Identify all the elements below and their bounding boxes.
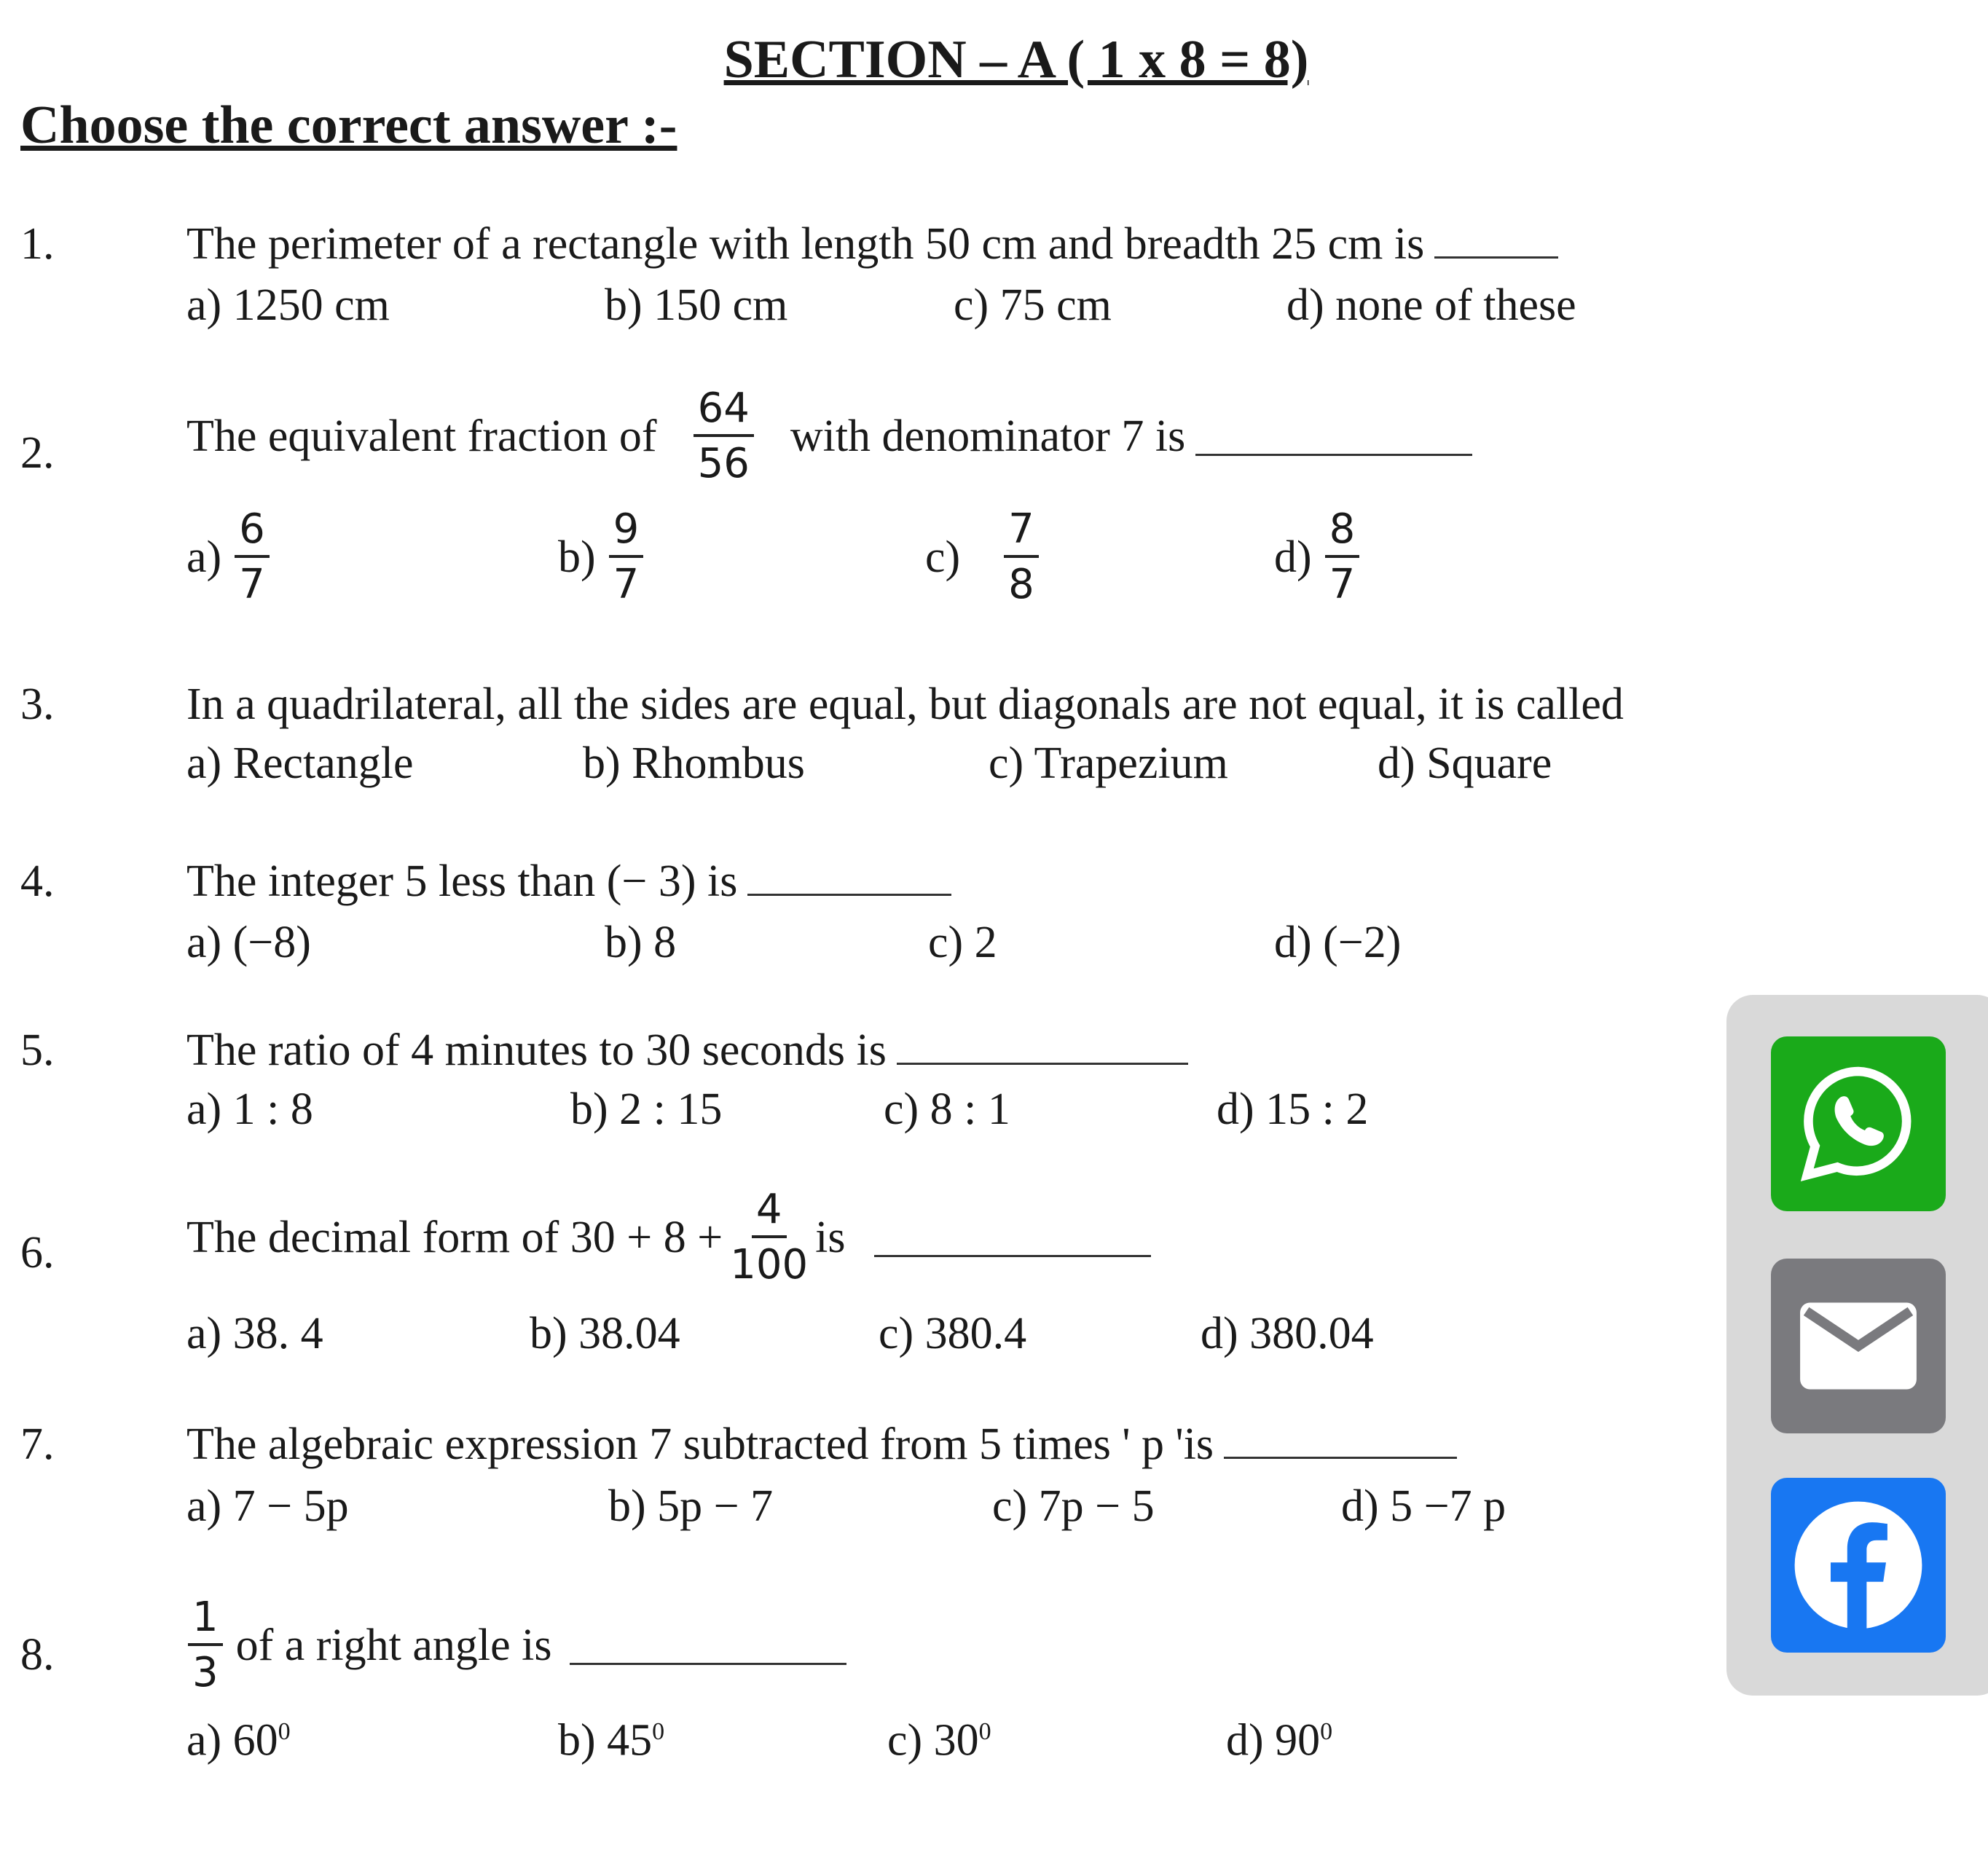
option-c: c) 75 cm <box>954 280 1112 330</box>
fraction-denominator: 100 <box>730 1241 809 1288</box>
option-b: b) 8 <box>605 918 677 967</box>
option-c: c) 2 <box>928 918 997 967</box>
option-d: d) 5 −7 p <box>1341 1481 1506 1531</box>
option-label: a) <box>186 1715 222 1766</box>
fraction <box>730 1187 808 1288</box>
question-5-text: The ratio of 4 minutes to 30 seconds is <box>186 1026 887 1075</box>
fraction <box>609 507 644 607</box>
facebook-share-button[interactable] <box>1771 1478 1946 1653</box>
option-b <box>558 507 656 607</box>
question-text <box>186 1025 1188 1076</box>
option-label: b) <box>558 532 596 582</box>
option-label: c) <box>925 532 961 582</box>
answer-blank <box>1224 1420 1457 1459</box>
option-value: 60 <box>232 1715 278 1766</box>
fraction-denominator: 7 <box>613 561 640 608</box>
answer-blank <box>897 1026 1188 1065</box>
question-6-text-before: The decimal form of 30 + 8 + <box>186 1213 723 1262</box>
fraction <box>188 1595 223 1696</box>
facebook-icon <box>1789 1496 1928 1634</box>
question-number: 1. <box>20 219 55 269</box>
option-a: a) (−8) <box>186 918 311 967</box>
degree-sup: 0 <box>652 1718 665 1745</box>
question-number: 8. <box>20 1630 55 1680</box>
fraction-denominator: 7 <box>239 561 265 608</box>
question-6-text-after: is <box>815 1213 846 1262</box>
question-1-text: The perimeter of a rectangle with length 50 cm and breadth 25 cm is <box>186 219 1425 269</box>
question-text <box>186 386 1472 487</box>
option-a: a) 1250 cm <box>186 280 390 330</box>
option-b: b) 150 cm <box>605 280 788 330</box>
option-c: c) 8 : 1 <box>884 1085 1010 1134</box>
option-label: d) <box>1274 532 1312 582</box>
question-4-text: The integer 5 less than (− 3) is <box>186 857 738 906</box>
fraction <box>694 386 754 487</box>
option-c <box>887 1707 991 1766</box>
answer-blank <box>1195 417 1472 456</box>
option-d <box>1274 507 1372 607</box>
fraction <box>235 507 270 607</box>
option-d: d) Square <box>1378 739 1552 788</box>
option-c: c) 7p − 5 <box>992 1481 1155 1531</box>
fraction-denominator: 56 <box>697 440 750 487</box>
email-share-button[interactable] <box>1771 1259 1946 1433</box>
option-d: d) none of these <box>1286 280 1576 330</box>
option-c: c) 380.4 <box>879 1309 1027 1358</box>
question-number: 5. <box>20 1026 55 1075</box>
option-d <box>1226 1707 1332 1766</box>
email-icon <box>1796 1299 1920 1393</box>
option-d: d) (−2) <box>1274 918 1402 967</box>
question-text <box>186 856 951 907</box>
question-2-text-after: with denominator 7 is <box>790 412 1186 461</box>
option-c <box>925 507 1052 607</box>
instruction-heading: Choose the correct answer :- <box>20 95 677 155</box>
fraction-denominator: 7 <box>1329 561 1356 608</box>
section-title: SECTION – A ( 1 x 8 = 8) <box>723 30 1309 90</box>
question-number: 3. <box>20 680 55 729</box>
question-number: 6. <box>20 1228 55 1278</box>
option-c: c) Trapezium <box>989 739 1228 788</box>
question-text <box>186 1419 1457 1470</box>
degree-sup: 0 <box>278 1718 291 1745</box>
question-number: 7. <box>20 1420 55 1469</box>
option-a: a) Rectangle <box>186 739 414 788</box>
option-label: c) <box>887 1715 923 1766</box>
option-a: a) 38. 4 <box>186 1309 323 1358</box>
option-b: b) 38.04 <box>530 1309 680 1358</box>
question-text <box>186 219 1558 269</box>
question-text: In a quadrilateral, all the sides are equal, but diagonals are not equal, it is called <box>186 680 1624 729</box>
question-7-text: The algebraic expression 7 subtracted from 5 times ' p 'is <box>186 1420 1214 1469</box>
question-text <box>175 1595 846 1696</box>
option-value: 30 <box>933 1715 979 1766</box>
option-label: d) <box>1226 1715 1264 1766</box>
degree-sup: 0 <box>978 1718 991 1745</box>
question-number: 2. <box>20 428 55 478</box>
option-b: b) 5p − 7 <box>608 1481 774 1531</box>
degree-sup: 0 <box>1320 1718 1333 1745</box>
option-a <box>186 1707 291 1766</box>
fraction-numerator: 64 <box>694 386 754 437</box>
fraction-numerator: 8 <box>1325 507 1360 558</box>
option-a: a) 1 : 8 <box>186 1085 313 1134</box>
answer-blank <box>570 1626 846 1665</box>
option-b <box>558 1707 664 1766</box>
option-b: b) Rhombus <box>583 739 805 788</box>
fraction-numerator: 7 <box>1004 507 1039 558</box>
fraction <box>1325 507 1360 607</box>
fraction <box>1004 507 1039 607</box>
option-a <box>186 507 283 607</box>
answer-blank <box>874 1219 1151 1257</box>
share-panel <box>1726 995 1988 1696</box>
fraction-numerator: 9 <box>609 507 644 558</box>
fraction-numerator: 4 <box>752 1187 787 1238</box>
whatsapp-icon <box>1793 1058 1924 1189</box>
option-value: 90 <box>1275 1715 1321 1766</box>
option-d: d) 15 : 2 <box>1217 1085 1369 1134</box>
option-value: 45 <box>607 1715 653 1766</box>
fraction-numerator: 1 <box>188 1595 223 1646</box>
option-d: d) 380.04 <box>1201 1309 1374 1358</box>
option-label: a) <box>186 532 222 582</box>
fraction-denominator: 8 <box>1008 561 1034 608</box>
answer-blank <box>747 857 951 896</box>
question-text <box>186 1187 1151 1288</box>
answer-blank <box>1434 220 1558 259</box>
whatsapp-share-button[interactable] <box>1771 1036 1946 1211</box>
option-a: a) 7 − 5p <box>186 1481 349 1531</box>
option-b: b) 2 : 15 <box>570 1085 723 1134</box>
fraction-denominator: 3 <box>192 1649 219 1696</box>
fraction-numerator: 6 <box>235 507 270 558</box>
question-8-text: of a right angle is <box>235 1621 552 1670</box>
option-label: b) <box>558 1715 596 1766</box>
question-number: 4. <box>20 857 55 906</box>
question-2-text-before: The equivalent fraction of <box>186 412 657 461</box>
